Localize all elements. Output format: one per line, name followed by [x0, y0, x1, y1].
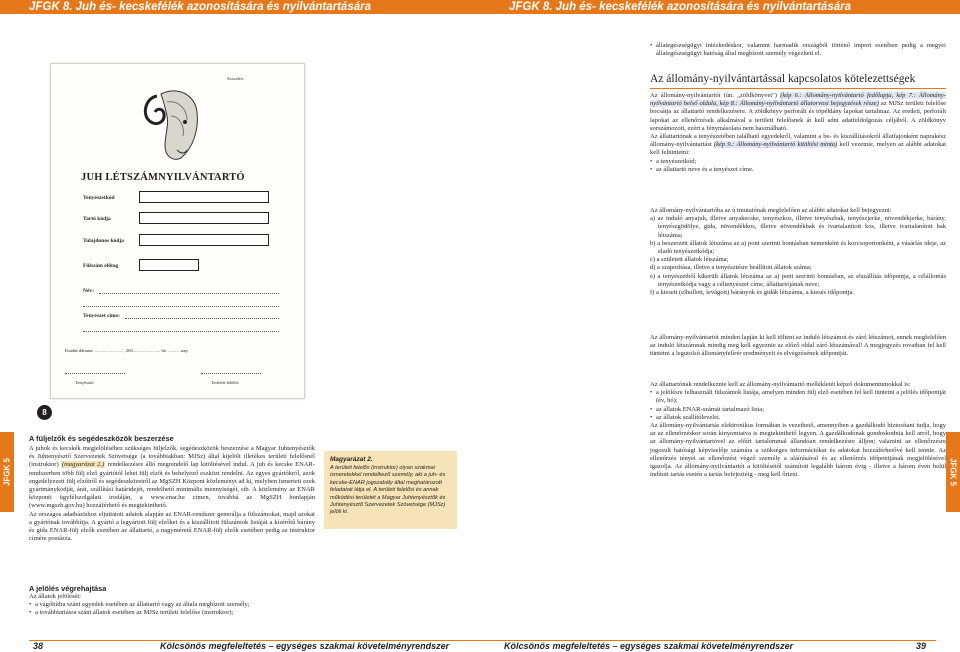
- header-title-right: JFGK 8. Juh és- kecskefélék azonosítására és nyilvántartására: [509, 1, 851, 13]
- section-heading-marking: A jelölés végrehajtása: [29, 584, 107, 593]
- footer-text-left: Kölcsönös megfeleltetés – egységes szakmai követelményrendszer: [160, 641, 450, 651]
- page-number-right: 39: [916, 641, 927, 651]
- right-top-bullet: [650, 42, 946, 58]
- form-label-keeper-code: Tartó kódja: [83, 216, 111, 222]
- paragraph-database: Az országos adatbázishoz eljuttatott adatok alapján az ENAR-rendszer generálja a fülszámokat, majd azokat a gyártónak továbbítja. A gyártó a legyártott fülj elzőket és a kiszállított fülszámok listáját a kísérőtű bárány és gida ENAR-fülj elzők esetében az állattartó, a nagyméretű ENAR-fülj elzők esetében pedig az instruktor címére postázza.: [29, 510, 315, 543]
- paragraph-eartags-part-b: rendelkezésre álló megrendelő lap kitöltésével indul. A juh és kecske ENAR-rendszerben több fülj elző gyártótól lehet fülj elzőt és behelyező eszközt rendelni. Az egyes gyártókról, azok engedélyezett fülj elzőiről és segédeszközeiről az MgSZH Központ közleményt ad ki, melyben ismerteti ezek gyártmánykódját, árát, szállítási határidejét, rendelhető minimális mennyiségét, stb. A közlemény az ENAR központi ügyfélszolgálati irodáján, a www.enar.hu címen, továbbá az MgSZH honlapján (www.mgszh.gov.hu) hozzáférhető és megtekinthető.: [29, 461, 316, 510]
- right-column-upper: [650, 92, 946, 174]
- paragraph-greenbook-part-a: Az állomány-nyilvántartót (ún. „zöldkönyvet"): [650, 92, 777, 99]
- picture-number-badge: 8: [37, 405, 52, 420]
- footer-left: [0, 640, 480, 652]
- footer-right: [480, 640, 960, 652]
- right-column-entries: [650, 207, 946, 297]
- picture-reference-6-8: (kép 6.: Állomány-nyilvántartó fedőlapja, kép 7.: Állomány-nyilvántartó belső oldala, kép 8.: Állomány-nyilvántartó állatorvosi bejegyzések része): [650, 92, 946, 108]
- right-column-documents: [650, 381, 946, 479]
- form-serial-label: Sorszám:: [227, 76, 245, 81]
- list-item: • a tenyészetkód;: [650, 158, 946, 166]
- form-line-address: [125, 314, 279, 319]
- left-column: [29, 434, 315, 543]
- right-column-balance: [650, 334, 946, 359]
- form-sign-line-left: [65, 370, 125, 374]
- page-number-left: 38: [33, 641, 44, 651]
- flock-register-form-image: [50, 63, 305, 399]
- side-tab-left: [0, 432, 14, 512]
- list-item: • az állatok szállítólevelei.: [650, 414, 946, 422]
- list-item: • az állatok ENAR-számát tartalmazó lista;: [650, 406, 946, 414]
- paragraph-marking: Az állatok jelölését:: [29, 593, 81, 600]
- explanation-box: [324, 451, 457, 529]
- footer-text-right: Kölcsönös megfeleltetés – egységes szakmai követelményrendszer: [504, 641, 794, 651]
- explanation-2-reference: (magyarázat 2.): [61, 461, 105, 469]
- form-title: JUH LÉTSZÁMNYILVÁNTARTÓ: [81, 172, 245, 183]
- list-item: e) a tenyészetből kikerült állatok létszáma az a) pont szerinti bontásban, az elszállítás időpontja, a célállomás tenyészetkódja vagy a céltenyészet címe, állattartójának neve;: [650, 272, 946, 288]
- form-label-owner-code: Tulajdonos kódja: [83, 238, 124, 244]
- paragraph-register-duty: [650, 133, 946, 158]
- left-column-marking: [29, 584, 315, 618]
- list-item: • a jelölésre felhasznált fülszámok listája, amelyen minden fülj elző esetében fel kell tüntetni a jelölés időpontját (év, hó);: [650, 389, 946, 405]
- form-box-owner-code: [139, 234, 269, 246]
- section-title-underline: [650, 88, 946, 89]
- list-item: d) a szaporítása, illetve a tenyésztésre beállított állatok száma;: [650, 264, 812, 272]
- form-issue-date: Kiadás dátuma: ........................ , 200........................ hó ........... nap: [65, 348, 188, 353]
- header-bar-right: [480, 0, 960, 14]
- paragraph-entries: Az állomány-nyilvántartóba az ú tmutatónak megfelelően az alábbi adatokat kell bejegyezni:: [650, 207, 892, 214]
- ram-logo-icon: [137, 86, 207, 164]
- paragraph-eartags: [29, 445, 315, 511]
- section-title-register: Az állomány-nyilvántartással kapcsolatos kötelezettségek: [650, 73, 916, 85]
- form-line-address-2: [83, 327, 279, 332]
- list-item: a) az induló anyajuh, illetve anyakecske, tenyészkos, illetve tenyészbak, tenyészjerke, növendékjerke, bárány, tenyészgödölye, gida, növendékkos, illetve növendékbak és ivartalanított kos, illetve ivartalanított bak létszáma;: [650, 215, 946, 239]
- form-line-name: [99, 289, 279, 294]
- form-sign-line-right: [201, 370, 261, 374]
- list-item: • az állattartó neve és a tenyészet címe.: [650, 166, 946, 174]
- list-item: f) a kiesett (elhullott, levágott) bárányok és gidák létszáma, a kiesés időpontja.: [650, 289, 854, 297]
- paragraph-greenbook: [650, 92, 946, 133]
- paragraph-balance: Az állomány-nyilvántartót minden lapján ki kell tölteni az induló létszámot és záró létszámot, ennek megfelelően az induló létszámnak mindig meg kell egyeznie az előző oldal záró létszámával! A megjegyzés rovatban fel kell tüntetni a legutolsó állományfelírér eredményeit és elvégzésének időpontját.: [650, 334, 946, 358]
- paragraph-documents: Az állattartónak rendelkeznie kell az állomány-nyilvántartó mellékletét képző dokumentumokkal is:: [650, 381, 911, 388]
- side-tab-right: [946, 432, 960, 512]
- list-item: b) a beszerzett állatok létszáma az a) pont szerinti bontásban nemenként és korcsoportonként, a vásárlás ideje, az eladó tenyészetkódja;: [650, 239, 946, 256]
- form-box-eartag-prefix: [139, 259, 199, 271]
- side-tab-right-label: JFGK 5: [948, 457, 958, 487]
- explanation-box-text: A területi felelős (instruktor) olyan szakmai ismeretekkel rendelkező személy, aki a juh- és kecske-ENAR jogszabály által meghatározott feladatait látja el. A területi felelősi és annak működési területét a Magyar Juhtenyésztők és Juhtenyésztő Szervezetek Szövetsége (MJSz) jelöli ki.: [330, 465, 446, 516]
- header-bar-left: [0, 0, 480, 14]
- form-label-eartag-prefix: Fülszám előtag: [83, 263, 119, 269]
- form-box-herd-code: [139, 191, 269, 203]
- explanation-box-title: Magyarázat 2.: [330, 456, 373, 463]
- picture-reference-9: (kép 9.: Állomány-nyilvántartó kitöltési minta): [713, 141, 838, 149]
- paragraph-register-part-a: Az állattartónak a tenyészetében található egyedekről, valamint a be- és kiszállításokról állatfajonként naprakész állomány-nyilvántartást: [650, 133, 946, 149]
- paragraph-greenbook-part-b: az MJSz területi felelőse bocsátja az állattartó rendelkezésére. A zöldkönyv perforált és töpéldány lapokat tartalmaz. Az eredeti, perforált lapokat az ellenőrzések alkalmával a területi felelősnek át kell adni adatfeldolgozás céljából. A zöldkönyv sorszámozott, ezért a fénymásolata nem használható.: [650, 100, 946, 132]
- form-label-herd-code: Tenyészetkód: [83, 195, 115, 201]
- side-tab-left-label: JFGK 5: [2, 457, 12, 487]
- list-item: • állategészségügyi intézkedéskor, valamint harmadik országból történő import esetében pedig a megyei állategészségügyi hatóság által megbízott személy végezheti el.: [650, 42, 946, 58]
- list-item: • a továbbtartásra szánt állatok esetében az MJSz területi felelőse (instruktor);: [29, 609, 315, 617]
- form-sign-left: Tenyésztő: [75, 380, 94, 385]
- list-item: c) a született állatok létszáma;: [650, 256, 729, 264]
- header-title-left: JFGK 8. Juh és- kecskefélék azonosítására és nyilvántartására: [29, 1, 371, 13]
- paragraph-register-part-b: kell vezetnie, melyen az alábbi adatokat kell feltüntetni:: [650, 141, 947, 157]
- form-label-address: Tenyészet címe:: [83, 313, 120, 319]
- paragraph-electronic: Az állomány-nyilvántartás elektronikus formában is vezethető, amennyiben a gazdálkodó biztosítani tudja, hogy az az ellenőrzéskor során kinyomtatva is megtekinthető legyen. A gazdálkodónak gondoskodnia kell arról, hogy az állomány-nyilvántartóvel az előírt tartalommal állandóan rendelkezésre álljon; valamint az ellenőrzésre jogosult hatósági képviselője számára a szükséges információkat és adatokat hozzáférhetővé kell tennie. Az ellenőrzés tényét az ellenőrzést végző személy a aláírásával és az ellenőrzés időpontjának megjelölésével igazolja. Az állomány-nyilvántartót a kitöltésétől számított legalább három évig - illetve a három éven belül indított tartás esetén a tartás befejeztéig - meg kell őrizni.: [650, 422, 946, 479]
- form-box-keeper-code: [139, 212, 269, 224]
- form-sign-right: Területi felelős: [211, 380, 239, 385]
- form-label-name: Név:: [83, 288, 94, 294]
- form-line-name-2: [83, 302, 279, 307]
- section-heading-eartags: A füljelzők és segédeszközök beszerzése: [29, 434, 174, 443]
- list-item: • a vágóhídra szánt egyedek esetében az állattartó vagy az általa megbízott személy;: [29, 601, 315, 609]
- paragraph-eartags-part-a: A juhok és kecskék megjelöléséhez szükséges füljelzők, segédeszközök beszerzése a Magyar Juhtenyésztők és Juhtenyésztő Szervezetek Szövetsége (a továbbiakban: MJSz) által kijelölt illetékes területi felelősnél (instruktor): [29, 445, 315, 469]
